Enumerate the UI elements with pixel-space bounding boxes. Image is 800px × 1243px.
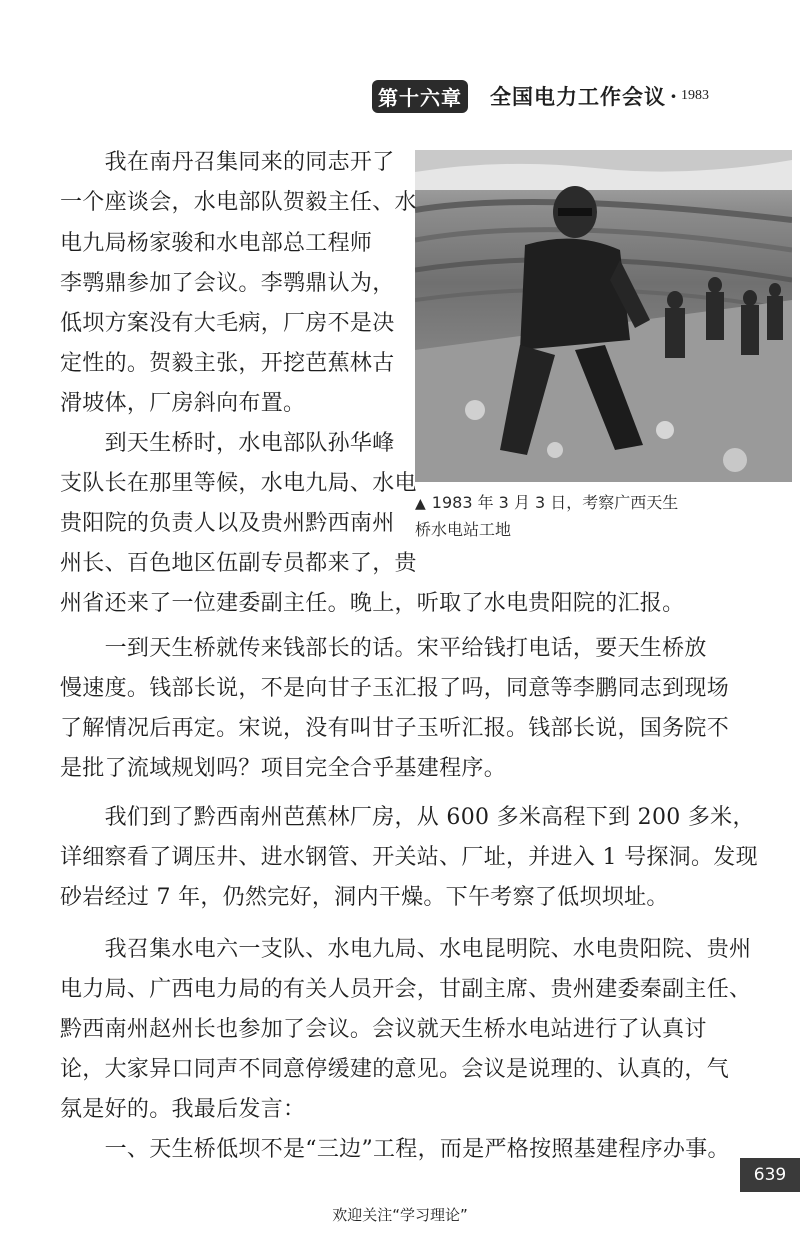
chapter-label: 第十六章	[372, 80, 468, 113]
body-line: 定性的。贺毅主张，开挖芭蕉林古	[60, 351, 395, 376]
inspection-photo	[415, 150, 792, 482]
body-line: 了解情况后再定。宋说，没有叫甘子玉听汇报。钱部长说，国务院不	[60, 716, 730, 741]
header-year: 1983	[680, 88, 709, 103]
body-line: 滑坡体，厂房斜向布置。	[60, 391, 306, 416]
body-line: 李鹗鼎参加了会议。李鹗鼎认为，	[60, 271, 395, 296]
running-header	[372, 80, 709, 112]
body-line: 电九局杨家骏和水电部总工程师	[60, 231, 373, 256]
page-number: 639	[740, 1158, 800, 1192]
body-line: 我召集水电六一支队、水电九局、水电昆明院、水电贵阳院、贵州	[60, 937, 752, 962]
body-line: 支队长在那里等候，水电九局、水电	[60, 471, 417, 496]
body-line: 砂岩经过 7 年，仍然完好，洞内干燥。下午考察了低坝坝址。	[60, 885, 669, 910]
body-line: 低坝方案没有大毛病，厂房不是决	[60, 311, 395, 336]
body-line: 贵阳院的负责人以及贵州黔西南州	[60, 511, 395, 536]
body-line: 我在南丹召集同来的同志开了	[60, 150, 395, 175]
caption-line-2: 桥水电站工地	[415, 520, 512, 539]
body-line: 一个座谈会，水电部队贺毅主任、水	[60, 190, 417, 215]
photo-figure-icon	[415, 150, 792, 482]
body-line: 州长、百色地区伍副专员都来了，贵	[60, 551, 417, 576]
caption-line-1: 1983 年 3 月 3 日，考察广西天生	[431, 493, 679, 512]
body-line: 慢速度。钱部长说，不是向甘子玉汇报了吗，同意等李鹏同志到现场	[60, 676, 730, 701]
body-line: 电力局、广西电力局的有关人员开会，甘副主席、贵州建委秦副主任、	[60, 977, 752, 1002]
photo-caption	[415, 490, 795, 542]
body-line: 州省还来了一位建委副主任。晚上，听取了水电贵阳院的汇报。	[60, 591, 685, 616]
header-separator: ·	[670, 84, 677, 108]
body-line: 氛是好的。我最后发言：	[60, 1097, 306, 1122]
caption-marker: ▲	[415, 496, 426, 512]
body-line: 详细察看了调压井、进水钢管、开关站、厂址，并进入 1 号探洞。发现	[60, 845, 758, 870]
body-line: 一到天生桥就传来钱部长的话。宋平给钱打电话，要天生桥放	[60, 636, 707, 661]
body-line: 我们到了黔西南州芭蕉林厂房，从 600 多米高程下到 200 多米，	[60, 805, 755, 830]
chapter-title: 全国电力工作会议	[490, 84, 666, 109]
footer-note: 欢迎关注“学习理论”	[332, 1206, 468, 1224]
body-line: 到天生桥时，水电部队孙华峰	[60, 431, 395, 456]
body-line: 一、天生桥低坝不是“三边”工程，而是严格按照基建程序办事。	[60, 1137, 730, 1162]
body-line: 是批了流域规划吗？项目完全合乎基建程序。	[60, 756, 507, 781]
body-line: 黔西南州赵州长也参加了会议。会议就天生桥水电站进行了认真讨	[60, 1017, 707, 1042]
body-line: 论，大家异口同声不同意停缓建的意见。会议是说理的、认真的，气	[60, 1057, 730, 1082]
